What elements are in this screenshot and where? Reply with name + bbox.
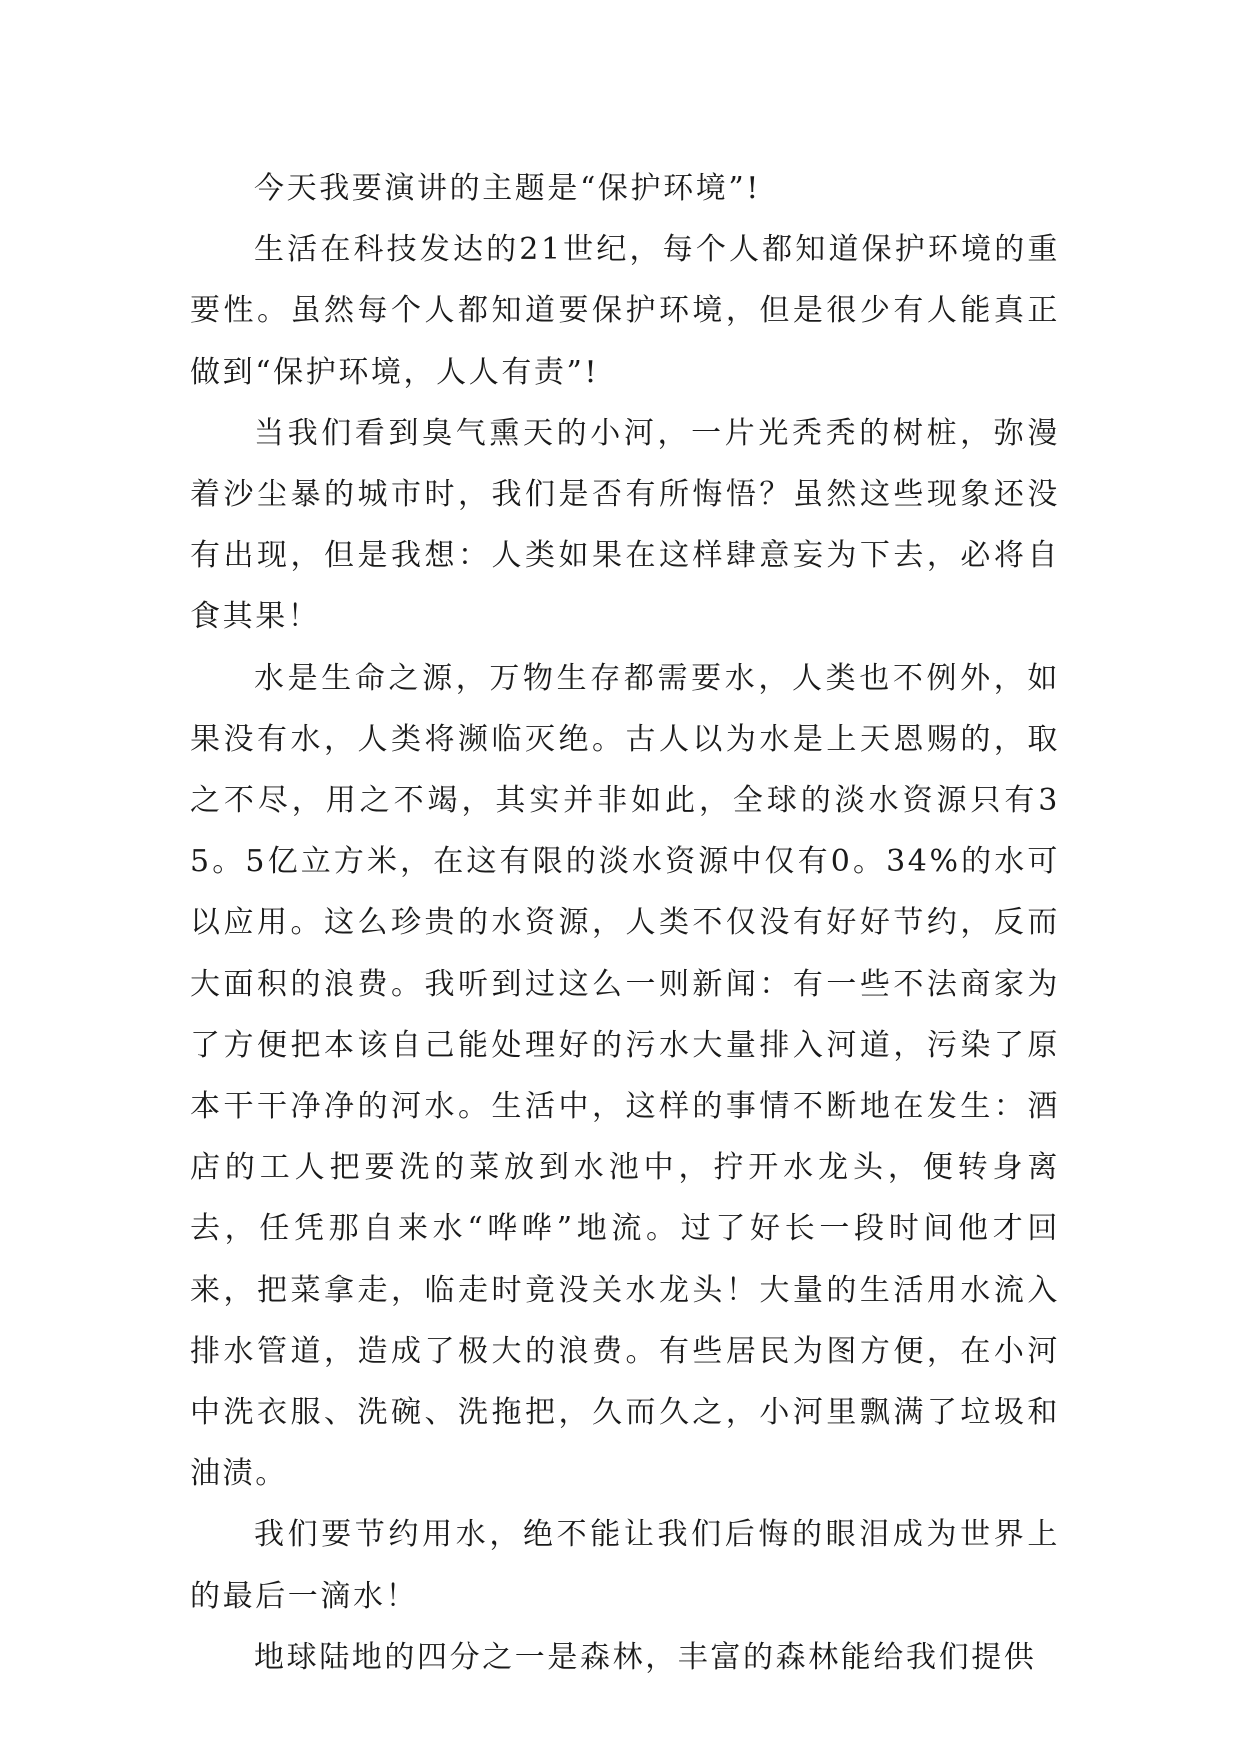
paragraph-reflection: 当我们看到臭气熏天的小河，一片光秃秃的树桩，弥漫着沙尘暴的城市时，我们是否有所悔悟？虽然这些现象还没有出现，但是我想：人类如果在这样肆意妄为下去，必将自食其果！ — [190, 415, 1060, 635]
paragraph-topic: 今天我要演讲的主题是“保护环境”! — [254, 171, 761, 206]
document-body — [190, 158, 1060, 1688]
paragraph-water: 水是生命之源，万物生存都需要水，人类也不例外，如果没有水，人类将濒临灭绝。古人以为水是上天恩赐的，取之不尽，用之不竭，其实并非如此，全球的淡水资源只有35。5亿立方米，在这有限的淡水资源中仅有0。34%的水可以应用。这么珍贵的水资源，人类不仅没有好好节约，反而大面积的浪费。我听到过这么一则新闻：有一些不法商家为了方便把本该自己能处理好的污水大量排入河道，污染了原本干干净净的河水。生活中，这样的事情不断地在发生：酒店的工人把要洗的菜放到水池中，拧开水龙头，便转身离去，任凭那自来水“哗哗”地流。过了好长一段时间他才回来，把菜拿走，临走时竟没关水龙头！大量的生活用水流入排水管道，造成了极大的浪费。有些居民为图方便，在小河中洗衣服、洗碗、洗拖把，久而久之，小河里飘满了垃圾和油渍。 — [190, 660, 1060, 1492]
paragraph-importance: 生活在科技发达的21世纪，每个人都知道保护环境的重要性。虽然每个人都知道要保护环境，但是很少有人能真正做到“保护环境，人人有责”! — [190, 232, 1060, 390]
paragraph-forest: 地球陆地的四分之一是森林，丰富的森林能给我们提供 — [254, 1639, 1037, 1675]
paragraph-save-water: 我们要节约用水，绝不能让我们后悔的眼泪成为世界上的最后一滴水！ — [190, 1517, 1060, 1614]
